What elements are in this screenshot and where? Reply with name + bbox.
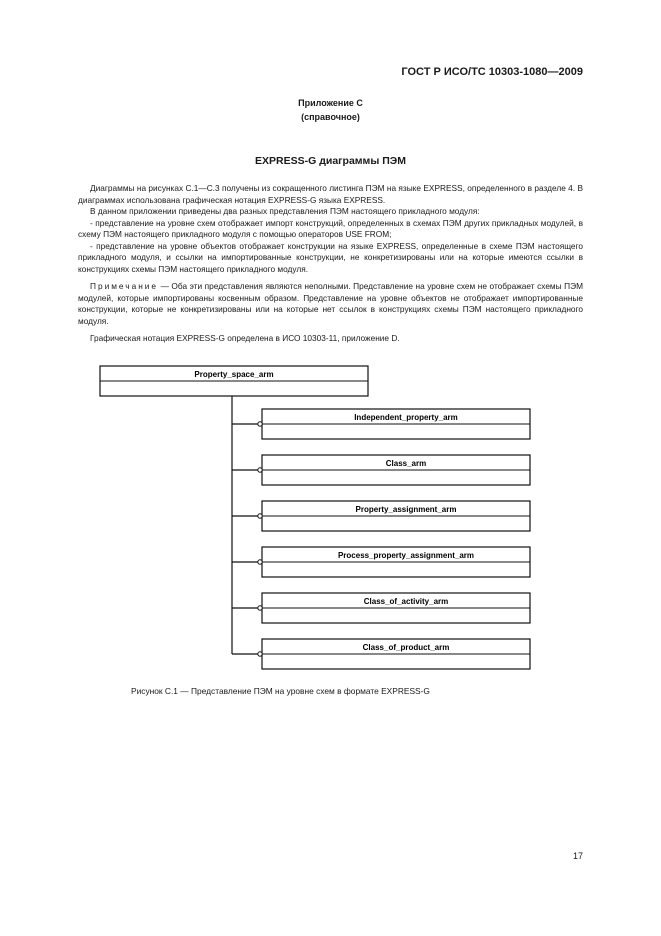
schema-label: Class_arm	[385, 459, 427, 468]
connector-circle	[258, 560, 262, 564]
schema-label: Process_property_assignment_arm	[337, 551, 475, 560]
connector-circle	[258, 422, 262, 426]
schema-label: Class_of_activity_arm	[363, 597, 449, 606]
schema-box	[232, 547, 530, 577]
figure-caption: Рисунок С.1 — Представление ПЭМ на уровне схем в формате EXPRESS-G	[131, 686, 430, 696]
schema-box	[232, 409, 530, 439]
paragraph: - представление на уровне схем отображает импорт конструкций, определенных в схемах ПЭМ других прикладных модулей, в схему ПЭМ настоящего прикладного модуля с помощью операторов USE FROM;	[78, 217, 583, 239]
paragraph: В данном приложении приведены два разных представления ПЭМ настоящего прикладного модуля:	[90, 206, 480, 216]
connector-circle	[258, 606, 262, 610]
schema-box	[232, 593, 530, 623]
annex-title: Приложение С	[298, 98, 363, 108]
schema-label: Class_of_product_arm	[362, 643, 450, 652]
schema-boxes	[232, 409, 530, 669]
paragraph: Диаграммы на рисунках С.1—С.3 получены из сокращенного листинга ПЭМ на языке EXPRESS, определенного в разделе 4. В диаграммах использована графическая нотация EXPRESS-G языка EXPRESS.	[78, 183, 583, 205]
connector-circle	[258, 514, 262, 518]
schema-box	[232, 639, 530, 669]
connector-circle	[258, 468, 262, 472]
connector-circle	[258, 652, 262, 656]
schema-box	[232, 455, 530, 485]
main-schema-box	[100, 366, 368, 396]
section-title: EXPRESS-G диаграммы ПЭМ	[255, 155, 406, 167]
note-text: — Оба эти представления являются неполными. Представление на уровне схем не отображает схемы ПЭМ модулей, которые импортированы косвенным образом. Представление на уровне объектов не отображает импортированные конструкции, которые не конкретизированы или на которые нет ссылок в конструкциях схемы ПЭМ настоящего прикладного модуля.	[78, 281, 583, 326]
note-label: Примечание	[90, 281, 159, 291]
page-number: 17	[573, 851, 584, 861]
document-header: ГОСТ Р ИСО/ТС 10303-1080—2009	[401, 66, 583, 78]
paragraph: Графическая нотация EXPRESS-G определена в ИСО 10303-11, приложение D.	[90, 333, 400, 343]
main-schema-label: Property_space_arm	[194, 370, 274, 379]
paragraph: - представление на уровне объектов отображает конструкции на языке EXPRESS, определенные в схеме ПЭМ настоящего прикладного модуля, и ссылки на импортированные конструкции, не конкретизированы или на которые имеются ссылки в конструкциях схемы ПЭМ настоящего прикладного модуля.	[78, 240, 583, 274]
schema-label: Independent_property_arm	[354, 413, 458, 422]
schema-box	[232, 501, 530, 531]
annex-subtitle: (справочное)	[301, 112, 360, 122]
schema-label: Property_assignment_arm	[355, 505, 457, 514]
